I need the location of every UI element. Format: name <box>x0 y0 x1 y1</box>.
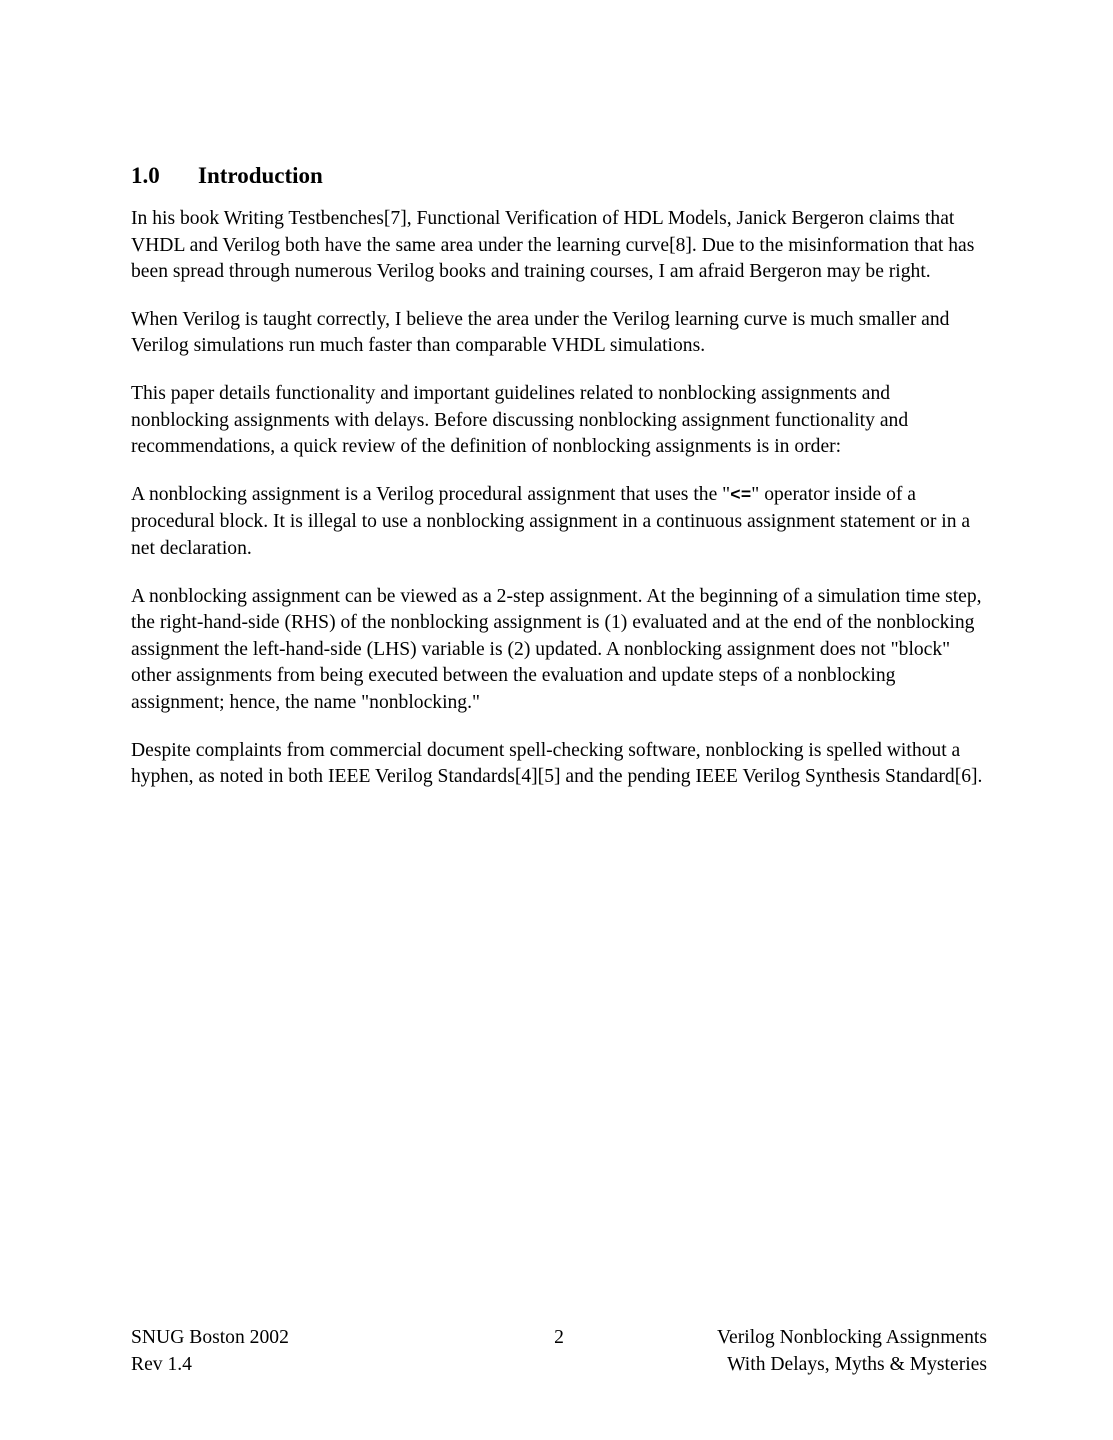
footer-left <box>131 1325 499 1378</box>
section-title: Introduction <box>198 163 323 188</box>
footer-conference: SNUG Boston 2002 <box>131 1327 289 1348</box>
paragraph-two-step-assignment: A nonblocking assignment can be viewed as a 2-step assignment. At the beginning of a simulation time step, the right-hand-side (RHS) of the nonblocking assignment is (1) evaluated and at the end of the nonblocking assignment the left-hand-side (LHS) variable is (2) updated. A nonblocking assignment does not "block" other assignments from being executed between the evaluation and update steps of a nonblocking assignment; hence, the name "nonblocking." <box>131 585 982 713</box>
page-footer <box>131 1325 987 1378</box>
paragraph-spelling: Despite complaints from commercial document spell-checking software, nonblocking is spelled without a hyphen, as noted in both IEEE Verilog Standards[4][5] and the pending IEEE Verilog Synthesis Standard[6]. <box>131 739 983 788</box>
section-number: 1.0 <box>131 163 160 188</box>
paragraph-nonblocking-definition <box>131 482 989 563</box>
paragraph-paper-details: This paper details functionality and important guidelines related to nonblocking assignments and nonblocking assignments with delays. Before discussing nonblocking assignment functionality and recommendations, a quick review of the definition of nonblocking assignments is in order: <box>131 382 909 458</box>
footer-right <box>619 1325 987 1378</box>
footer-revision: Rev 1.4 <box>131 1353 192 1375</box>
page-content <box>131 161 989 812</box>
footer-title-line1: Verilog Nonblocking Assignments <box>717 1327 987 1348</box>
paragraph-intro-bergeron: In his book Writing Testbenches[7], Functional Verification of HDL Models, Janick Bergeron claims that VHDL and Verilog both have the same area under the learning curve[8]. Due to the misinformation that has been spread through numerous Verilog books and training courses, I am afraid Bergeron may be right. <box>131 208 975 283</box>
footer-title-line2: With Delays, Myths & Mysteries <box>727 1353 987 1375</box>
page-number: 2 <box>554 1327 564 1348</box>
paragraph-4-text-post: " operator inside of a procedural block. It is illegal to use a nonblocking assignment in a continuous assignment statement or in a net declaration. <box>131 483 971 559</box>
paragraph-4-text-pre: A nonblocking assignment is a Verilog procedural assignment that uses the " <box>131 483 731 505</box>
section-heading <box>131 161 989 191</box>
paragraph-verilog-taught: When Verilog is taught correctly, I believe the area under the Verilog learning curve is much smaller and Verilog simulations run much faster than comparable VHDL simulations. <box>131 308 950 357</box>
nonblocking-operator: <= <box>730 485 752 506</box>
